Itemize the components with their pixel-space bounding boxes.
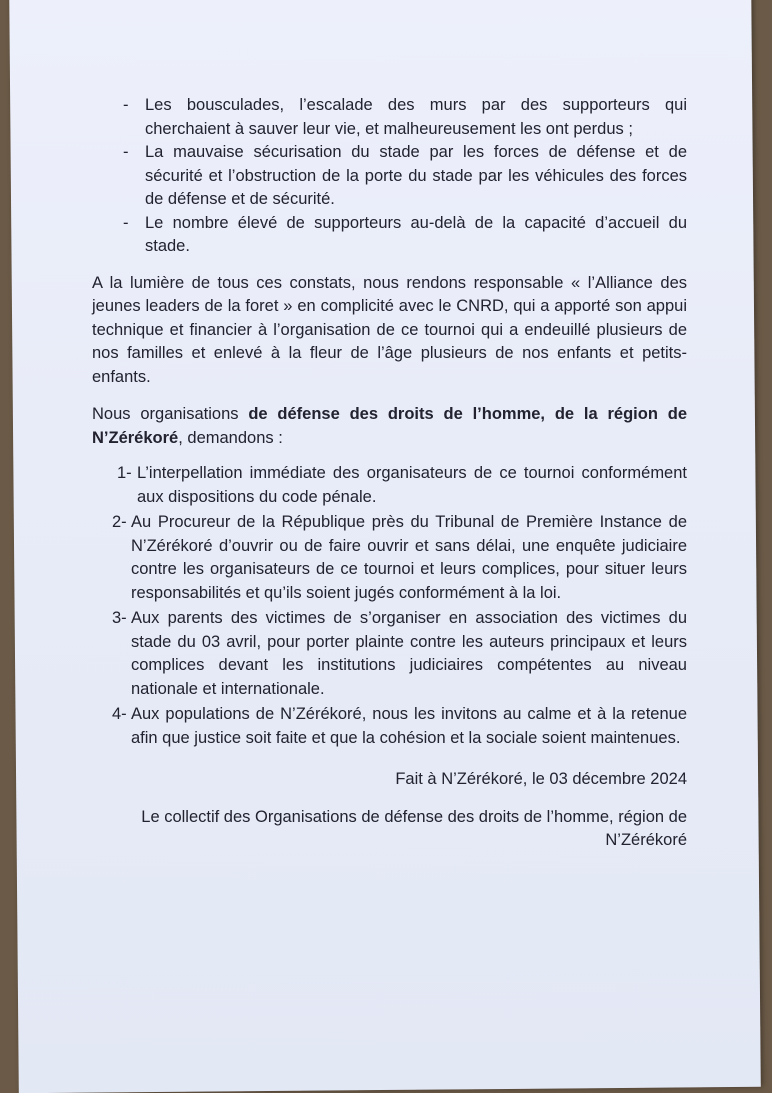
bullet-text: Le nombre élevé de supporteurs au-delà de la capacité d’accueil du stade. [145, 213, 687, 255]
bullet-text: Les bousculades, l’escalade des murs par des supporteurs qui cherchaient à sauver leur vie, et malheureusement les ont perdus ; [145, 96, 687, 138]
demand-number: 3- [112, 609, 127, 627]
demand-text: Aux populations de N’Zérékoré, nous les invitons au calme et à la retenue afin que justice soit faite et que la cohésion et la sociale soient maintenues. [131, 705, 687, 747]
bullet-text: La mauvaise sécurisation du stade par les forces de défense et de sécurité et l’obstruction de la porte du stade par les véhicules des forces de défense et de sécurité. [145, 143, 687, 208]
bullet-dash: - [123, 143, 129, 161]
demand-number: 2- [112, 513, 127, 531]
demands-list [92, 462, 687, 750]
intro-suffix: , demandons : [178, 428, 283, 447]
responsibility-paragraph: A la lumière de tous ces constats, nous rendons responsable « l’Alliance des jeunes leaders de la foret » en complicité avec le CNRD, qui a apporté son appui technique et financier à l’organisation de ce tournoi qui a endeuillé plusieurs de nos familles et enlevé à la fleur de l’âge plusieurs de nos enfants et petits-enfants. [92, 273, 687, 386]
list-item [92, 607, 687, 701]
list-item [92, 462, 687, 509]
demand-text: Aux parents des victimes de s’organiser en association des victimes du stade du 03 avril, pour porter plainte contre les auteurs principaux et leurs complices devant les institutions judiciaires compétentes au niveau nationale et internationale. [131, 609, 687, 698]
demand-number: 1- [117, 464, 132, 482]
demand-text: Au Procureur de la République près du Tribunal de Première Instance de N’Zérékoré d’ouvrir ou de faire ouvrir et sans délai, une enquête judiciaire contre les organisateurs de ce tournoi et leurs complices, pour situer leurs responsabilités et qu’ils soient jugés conformément à la loi. [131, 513, 687, 602]
demands-intro [92, 403, 687, 450]
bullet-dash: - [123, 96, 129, 114]
list-item [92, 212, 687, 259]
bullet-dash: - [123, 213, 129, 232]
document-page [92, 94, 687, 853]
list-item [92, 511, 687, 605]
list-item [92, 703, 687, 750]
signature-block: Le collectif des Organisations de défense des droits de l’homme, région de N’Zérékoré [141, 807, 687, 849]
demand-number: 4- [112, 705, 127, 723]
findings-list [92, 94, 687, 259]
list-item [92, 94, 687, 141]
intro-prefix: Nous organisations [92, 405, 249, 423]
list-item [92, 141, 687, 212]
demand-text: L’interpellation immédiate des organisateurs de ce tournoi conformément aux dispositions du code pénale. [137, 464, 687, 506]
intro-bold: de défense des droits de l’homme, de la région de N’Zérékoré [92, 405, 688, 447]
place-date-line: Fait à N’Zérékoré, le 03 décembre 2024 [395, 770, 687, 788]
